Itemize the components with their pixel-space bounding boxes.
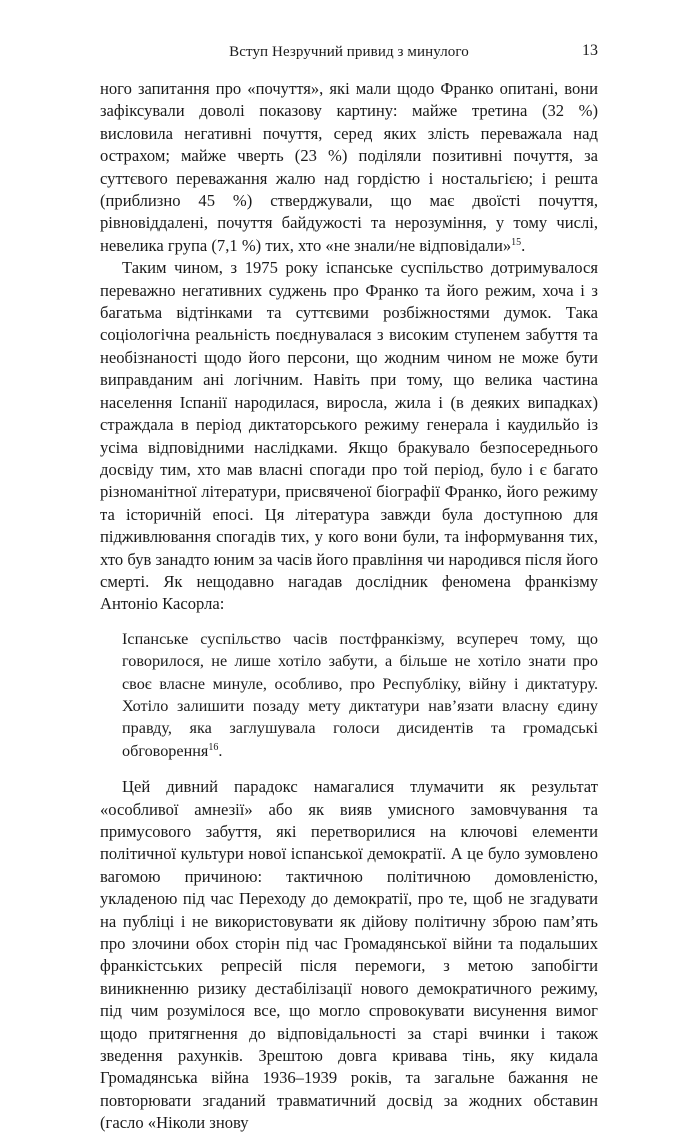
page-number: 13 (582, 42, 598, 59)
block-quote-text: Іспанське суспільство часів постфранкізму, всупереч тому, що говорилося, не лише хотіло забути, а більше не хотіло знати про своє власне минуле, особливо, про Республіку, війну і диктатуру. Хотіло залишити позаду мету диктатури нав’язати власну єдину правду, яка заглушувала голоси дисидентів та громадські обговорення (122, 629, 598, 760)
paragraph-1-text: ного запитання про «почуття», які мали щодо Франко опитані, вони зафіксували доволі показову картину: майже третина (32 %) висловила негативні почуття, серед яких злість переважала над острахом; майже чверть (23 %) поділяли позитивні почуття, за суттєвого переважання жалю над гордістю і ностальгією; і решта (приблизно 45 %) стверджували, що має двоїсті почуття, рівновіддалені, почуття байдужості та нерозуміння, у тому числі, невелика група (7,1 %) тих, хто «не знали/не відповідали» (100, 79, 598, 255)
footnote-ref-16: 16 (208, 741, 219, 753)
body-text (100, 78, 598, 1135)
footnote-ref-15: 15 (511, 236, 522, 248)
chapter-title: Вступ Незручний привид з минулого (229, 44, 469, 60)
paragraph-1: ного запитання про «почуття», які мали щодо Франко опитані, вони зафіксували доволі показову картину: майже третина (32 %) висловила негативні почуття, серед яких злість переважала над острахом; майже чверть (23 %) поділяли позитивні почуття, за суттєвого переважання жалю над гордістю і ностальгією; і решта (приблизно 45 %) стверджували, що має двоїсті почуття, рівновіддалені, почуття байдужості та нерозуміння, у тому числі, невелика група (7,1 %) тих, хто «не знали/не відповідали»$^{15}$. (100, 79, 598, 255)
paragraph-3: Цей дивний парадокс намагалися тлумачити як результат «особливої амнезії» або як вияв умисного замовчування та примусового забуття, які перетворилися на ключові елементи політичної культури нової іспанської демократії. А це було зумовлено вагомою причиною: тактичною політичною домовленістю, укладеною під час Переходу до демократії, про те, щоб не згадувати на публіці і не використовувати як дійову політичну зброю пам’ять про злочини обох сторін під час Громадянської війни та подальших франкістських репресій після перемоги, з метою запобігти виникненню ризику дестабілізації нового демократичного режиму, під чим розумілося все, що могло спровокувати висунення вимог щодо притягнення до відповідальності за старі вчинки і також зведення рахунків. Зрештою довга кривава тінь, яку кидала Громадянська війна 1936–1939 років, та загальне бажання не повторювати згаданий травматичний досвід за жодних обставин (гасло «Ніколи знову (100, 777, 598, 1133)
block-quote: Іспанське суспільство часів постфранкізму, всупереч тому, що говорилося, не лише хотіло забути, а більше не хотіло знати про своє власне минуле, особливо, про Республіку, війну і диктатуру. Хотіло залишити позаду мету диктатури нав’язати власну єдину правду, яка заглушувала голоси дисидентів та громадські обговорення$^{16}$. (122, 629, 598, 760)
paragraph-2: Таким чином, з 1975 року іспанське суспільство дотримувалося переважно негативних суджень про Франко та його режим, хоча і з багатьма відтінками та суттєвими розбіжностями думок. Така соціологічна реальність поєднувалася з високим ступенем забуття та необізнаності щодо його персони, що жодним чином не може бути виправданим ані логічним. Навіть при тому, що велика частина населення Іспанії народилася, виросла, жила і (в деяких випадках) страждала в період диктаторського режиму генерала і каудильйо із усіма відповідними наслідками. Якщо бракувало безпосереднього досвіду тим, хто мав власні спогади про той період, було і є багато різноманітної літератури, присвяченої біографії Франко, його режиму та історичній епосі. Ця література завжди була доступною для підживлювання спогадів тих, у кого вони були, та інформування тих, хто був занадто юним за часів його правління чи народився після його смерті. Як нещодавно нагадав дослідник феномена франкізму Антоніо Касорла: (100, 258, 598, 614)
book-page (100, 34, 598, 1135)
running-header (100, 34, 598, 60)
